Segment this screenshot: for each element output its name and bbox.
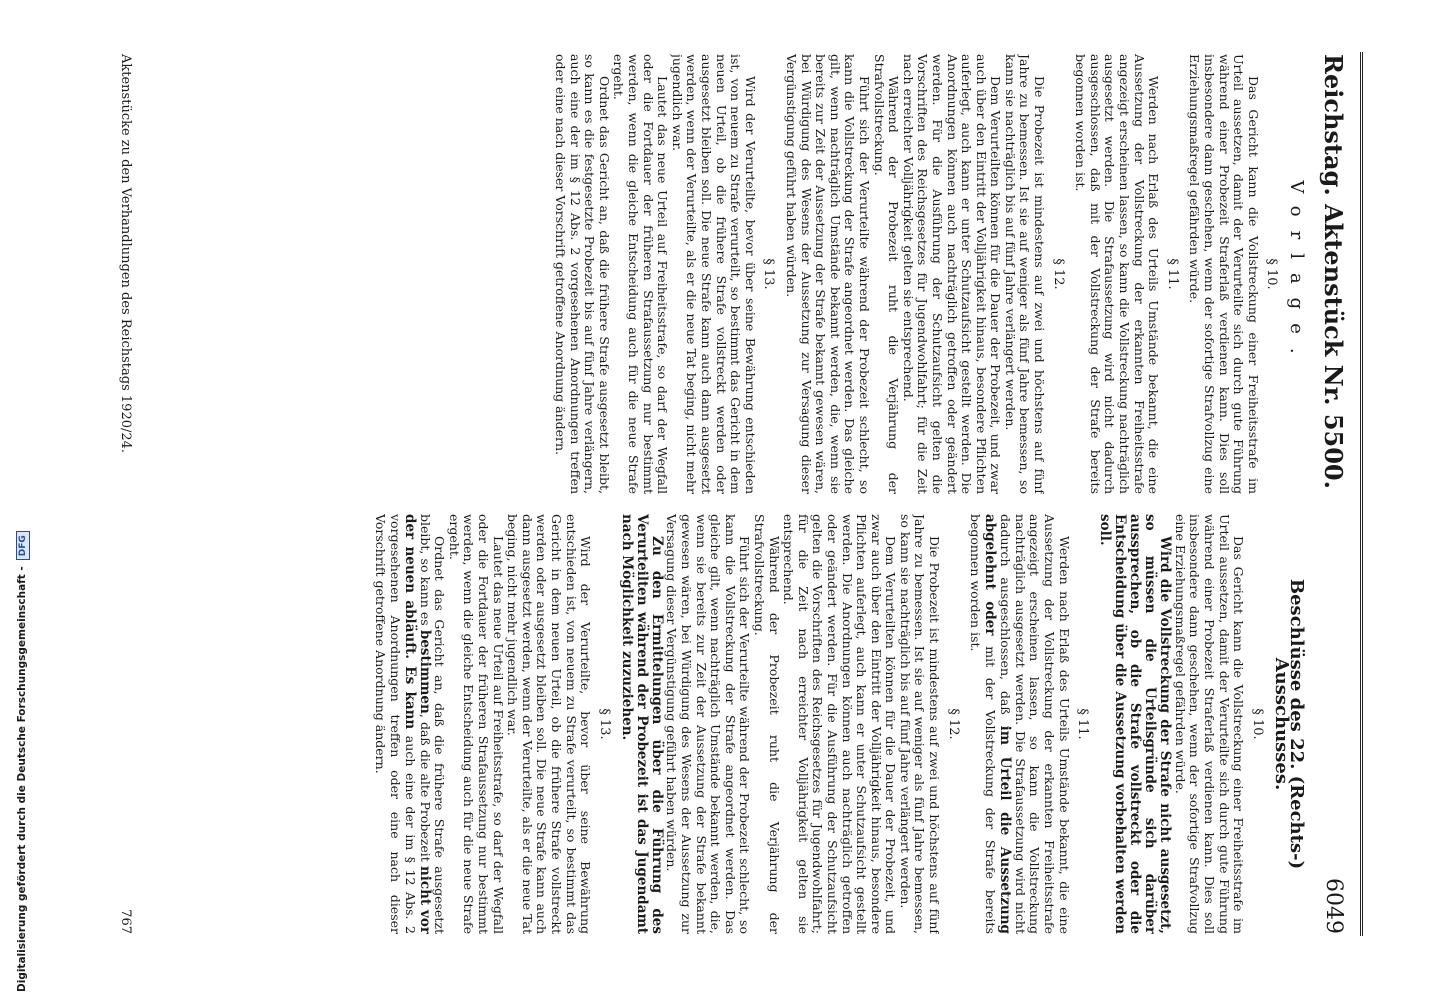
footer-page-number: 767 bbox=[118, 909, 133, 934]
paragraph bbox=[373, 514, 447, 934]
text-run: mit der Vollstreckung der Strafe bereits begonnen worden ist. bbox=[968, 514, 999, 934]
paragraph: Die Probezeit ist mindestens auf zwei und höchstens auf fünf Jahre zu bemessen. Ist sie auf weniger als fünf Jahre bemessen, so kann sie nachträglich bis auf fünf Jahre verlängert werden. bbox=[1002, 54, 1048, 494]
column-title: Beschlüsse des 22. (Rechts-) Ausschusses. bbox=[1271, 578, 1307, 870]
section-heading: § 10. bbox=[1249, 708, 1265, 740]
amendment-paragraph: Zu den Ermittelungen über die Führung des Verurteilten während der Probezeit ist das Jugendamt nach Möglichkeit zuzuziehen. bbox=[618, 514, 665, 934]
text-run: Ordnet das Gericht an, daß die frühere Strafe ausgesetzt bleibt, so kann es bbox=[417, 514, 448, 934]
section-heading: § 13. bbox=[596, 708, 612, 740]
paragraph: Wird der Verurteilte, bevor über seine Bewährung entschieden ist, von neuem zu Strafe verurteilt, so bestimmt das Gericht in dem neuen Urteil, ob die frühere Strafe vollstreckt werden oder ausgesetzt bleiben soll. Die neue Strafe kann auch dann ausgesetzt werden, wenn der Verurteilte, als er die neue Tat beging, nicht mehr jugendlich war. bbox=[505, 514, 594, 934]
paragraph: Führt sich der Verurteilte während der Probezeit schlecht, so kann die Vollstreckung der Strafe angeordnet werden. Das gleiche gilt, wenn nachträglich Umstände bekannt werden, die, wenn sie bereits zur Zeit der Aussetzung der Strafe bekannt gewesen wären, bei Würdigung des Wesens der Aussetzung zur Versagung dieser Vergünstigung geführt haben würden. bbox=[784, 54, 872, 494]
section-heading: § 12. bbox=[1050, 258, 1066, 290]
section-heading: § 11. bbox=[1075, 708, 1091, 740]
amendment-text: bestimmen bbox=[416, 629, 433, 714]
paragraph: Dem Verurteilten können für die Dauer der Probezeit, und zwar auch über den Eintritt der Volljährigkeit hinaus, besondere Pflichten auferlegt, auch kann er unter Schutzaufsicht gestellt werden. Die Anordnungen können auch nachträglich getroffen oder geändert werden. Für die Ausführung der Schutzaufsicht gelten die Vorschriften des Reichsgesetzes für Jugendwohlfahrt; für die Zeit nach erreichter Volljährigkeit gelten sie entsprechend. bbox=[781, 514, 899, 934]
page-footer: Aktenstücke zu den Verhandlungen des Reichstags 1920/24. bbox=[118, 54, 133, 454]
page-header-center bbox=[1313, 44, 1353, 944]
paragraph bbox=[968, 514, 1071, 934]
column-beschluesse bbox=[247, 514, 1307, 934]
text-run: , daß die alte Probezeit bbox=[417, 713, 433, 866]
column-vorlage bbox=[247, 54, 1307, 494]
paragraph: Wird der Verurteilte, bevor über seine Bewährung entschieden ist, von neuem zu Strafe verurteilt, so bestimmt das Gericht in dem neuen Urteil, ob die frühere Strafe vollstreckt werden oder ausgesetzt bleiben soll. Die neue Strafe kann auch dann ausgesetzt werden, wenn der Verurteilte, als er die neue Tat beging, nicht mehr jugendlich war. bbox=[669, 54, 758, 494]
paragraph: Während der Probezeit ruht die Verjährung der Strafvollstreckung. bbox=[871, 54, 902, 494]
section-heading: § 10. bbox=[1264, 258, 1280, 290]
paragraph: Führt sich der Verurteilte während der Probezeit schlecht, so kann die Vollstreckung der Strafe angeordnet werden. Das gleiche gilt, wenn nachträglich Umstände bekannt werden, die, wenn sie bereits zur Zeit der Aussetzung der Strafe bekannt gewesen wären, bei Würdigung des Wesens der Aussetzung zur Versagung dieser Vergünstigung geführt haben würden. bbox=[664, 514, 753, 934]
digitization-credit bbox=[14, 535, 30, 992]
amendment-text: nicht vor der neuen abläuft. Es kann bbox=[401, 514, 433, 934]
paragraph: Werden nach Erlaß des Urteils Umstände bekannt, die eine Aussetzung der Vollstreckung der erkannten Freiheitsstrafe angezeigt erscheinen lassen, so kann die Vollstreckung nachträglich ausgesetzt werden. Die Strafaussetzung wird nicht dadurch ausgeschlossen, daß mit der Vollstreckung der Strafe bereits begonnen worden ist. bbox=[1073, 54, 1162, 494]
paragraph: Das Gericht kann die Vollstreckung einer Freiheitsstrafe im Urteil aussetzen, damit der Verurteilte sich durch gute Führung während einer Probezeit Straferlaß verdienen kann. Dies soll insbesondere dann geschehen, wenn der sofortige Strafvollzug eine Erziehungsmaßregel gefährden würde. bbox=[1172, 514, 1247, 934]
text-run: auch eine der im § 12 Abs. 2 vorgesehenen Anordnungen treffen oder eine nach dieser Vorschrift getroffene Anordnung ändern. bbox=[373, 514, 418, 934]
paragraph: Während der Probezeit ruht die Verjährung der Strafvollstreckung. bbox=[751, 514, 782, 934]
paragraph: Die Probezeit ist mindestens auf zwei und höchstens auf fünf Jahre zu bemessen. Ist sie auf weniger als fünf Jahre bemessen, so kann sie nachträglich bis auf fünf Jahre verlängert werden. bbox=[897, 514, 943, 934]
header-rule bbox=[1360, 52, 1363, 936]
rotated-print-area bbox=[77, 44, 1367, 944]
paragraph: Das Gericht kann die Vollstreckung einer Freiheitsstrafe im Urteil aussetzen, damit der Verurteilte sich durch gute Führung während einer Probezeit Straferlaß verdienen kann. Dies soll insbesondere dann geschehen, wenn der sofortige Strafvollzug eine Erziehungsmaßregel gefährden würde. bbox=[1187, 54, 1261, 494]
amendment-text: im Urteil die Aussetzung abgelehnt oder bbox=[982, 514, 1014, 934]
section-heading: § 11. bbox=[1164, 258, 1180, 290]
page-header-title: Reichstag. Aktenstück Nr. 5500. bbox=[1319, 54, 1348, 489]
amendment-paragraph: Wird die Vollstreckung der Strafe nicht ausgesetzt, so müssen die Urteilsgründe sich darüber aussprechen, ob die Strafe vollstreckt oder die Entscheidung über die Aussetzung vorbehalten werden soll. bbox=[1097, 514, 1174, 934]
paragraph: Lautet das neue Urteil auf Freiheitsstrafe, so darf der Wegfall oder die Fortdauer der früheren Strafaussetzung nur bestimmt werden, wenn die gleiche Entscheidung auch für die neue Strafe ergeht. bbox=[611, 54, 671, 494]
section-heading: § 13. bbox=[761, 258, 777, 290]
column-title: Vorlage. bbox=[1286, 180, 1307, 368]
paragraph: Dem Verurteilten können für die Dauer der Probezeit, und zwar auch über den Eintritt der Volljährigkeit hinaus, besondere Pflichten auferlegt, auch kann er unter Schutzaufsicht gestellt werden. Die Anordnungen können auch nachträglich getroffen oder geändert werden. Für die Ausführung der Schutzaufsicht gelten die Vorschriften des Reichsgesetzes für Jugendwohlfahrt; für die Zeit nach erreichter Volljährigkeit gelten sie entsprechend. bbox=[900, 54, 1004, 494]
page-number: 6049 bbox=[1321, 878, 1346, 934]
paragraph: Lautet das neue Urteil auf Freiheitsstrafe, so darf der Wegfall oder die Fortdauer der früheren Strafaussetzung nur bestimmt werden, wenn die gleiche Entscheidung auch für die neue Strafe ergeht. bbox=[446, 514, 506, 934]
paragraph: Ordnet das Gericht an, daß die frühere Strafe ausgesetzt bleibt, so kann es die festgesetzte Probezeit bis auf fünf Jahre verlängern, auch eine der im § 12 Abs. 2 vorgesehenen Anordnungen treffen oder eine nach dieser Vorschrift getroffene Anordnung ändern. bbox=[553, 54, 612, 494]
credit-text: Digitalisierung gefördert durch die Deutsche Forschungsgemeinschaft - bbox=[16, 566, 28, 992]
section-heading: § 12. bbox=[945, 708, 961, 740]
dfg-logo-icon: DFG bbox=[16, 531, 30, 560]
text-run: Werden nach Erlaß des Urteils Umstände bekannt, die eine Aussetzung der Vollstreckung der erkannten Freiheitsstrafe angezeigt erscheinen lassen, so kann die Vollstreckung nachträglich ausgesetzt werden. Die Strafaussetzung wird nicht dadurch ausgeschlossen, daß bbox=[998, 514, 1072, 934]
